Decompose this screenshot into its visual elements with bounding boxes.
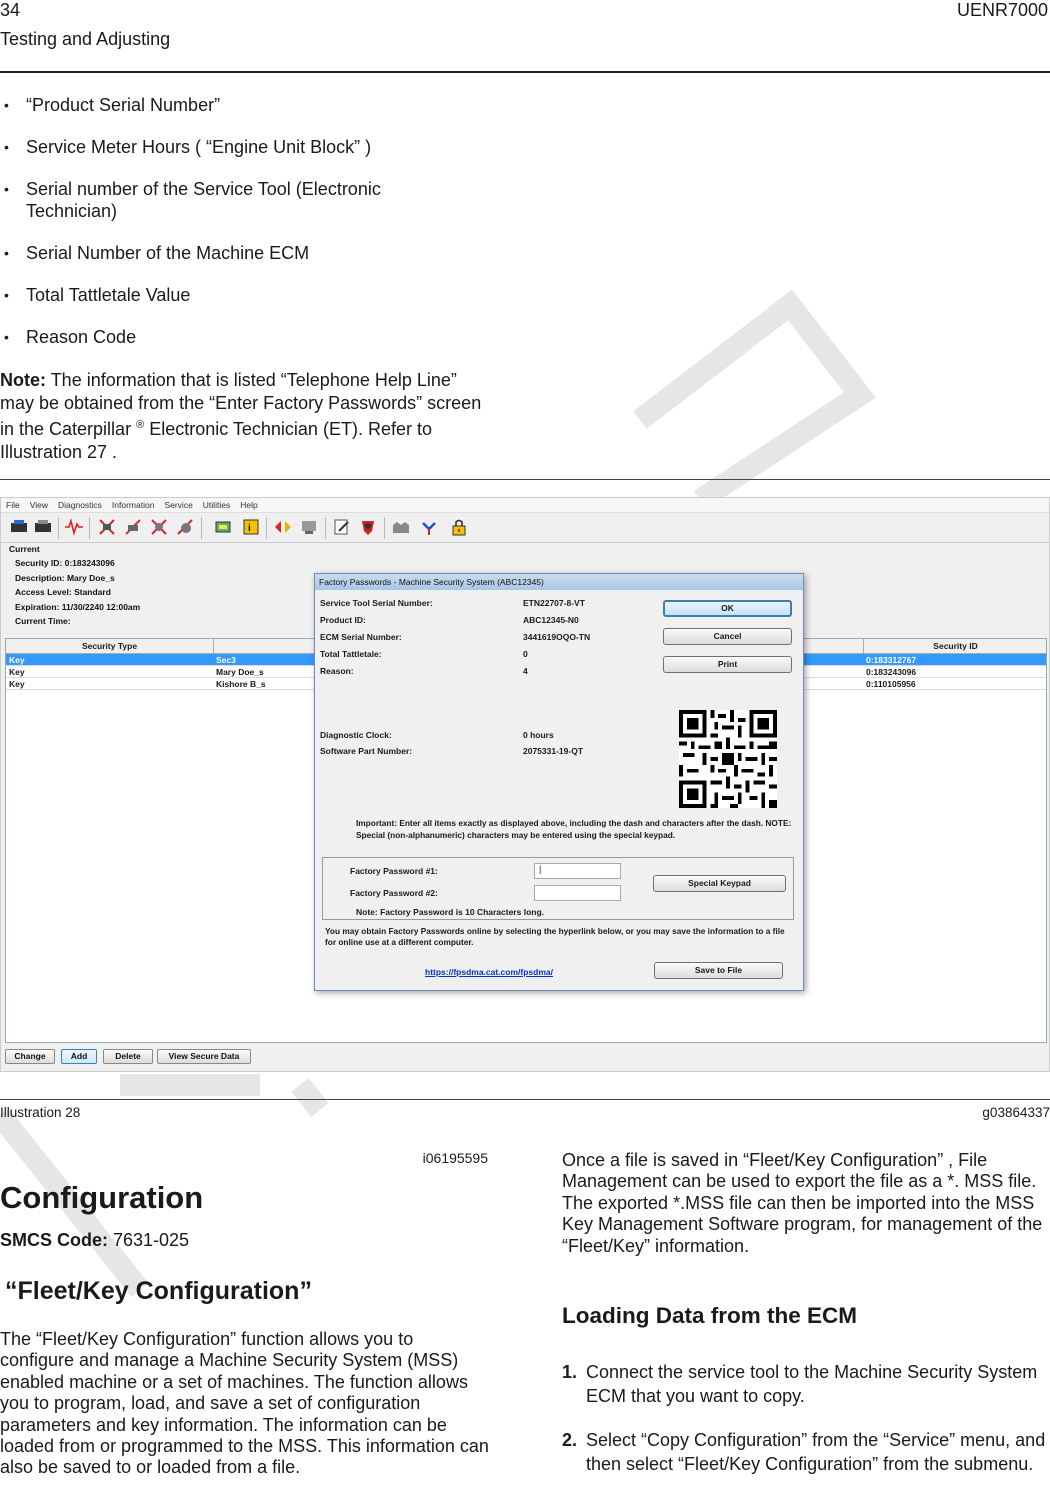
ecm-summary-icon[interactable] [241, 517, 261, 537]
configuration-heading: Configuration [0, 1180, 204, 1215]
field-label: Total Tattletale: [320, 649, 382, 659]
note-label: Note: [0, 370, 46, 390]
delete-button[interactable]: Delete [103, 1049, 153, 1064]
edit-icon[interactable] [332, 517, 352, 537]
list-item: • “Product Serial Number” [0, 94, 490, 116]
page-number: 34 [0, 0, 21, 20]
cell-security-type: Key [9, 679, 25, 689]
password-length-note: Note: Factory Password is 10 Characters long. [356, 907, 545, 917]
obtain-passwords-text: You may obtain Factory Passwords online by selecting the hyperlink below, or you may save the information to a file for online use at a different computer. [325, 926, 785, 947]
fleet-key-heading: “Fleet/Key Configuration” [5, 1277, 312, 1305]
smcs-value: 7631-025 [108, 1230, 190, 1250]
list-item: • Service Meter Hours ( “Engine Unit Block” ) [0, 136, 490, 158]
qr-code-icon [679, 710, 777, 808]
current-time-readout: Current Time: [15, 616, 71, 626]
step-number: 2. [562, 1430, 578, 1450]
et-screenshot [0, 497, 1050, 1072]
illustration-bottom-rule [0, 1099, 1050, 1100]
special-keypad-button[interactable]: Special Keypad [653, 875, 786, 892]
logged-events-icon[interactable] [175, 517, 195, 537]
security-id-readout: Security ID: 0:183243096 [15, 558, 115, 568]
expiration-readout: Expiration: 11/30/2240 12:00am [15, 601, 141, 612]
illustration-top-rule [0, 479, 1050, 480]
software-part-number-value: 2075331-19-QT [523, 746, 584, 756]
connect-icon[interactable] [9, 517, 29, 537]
events-icon[interactable] [149, 517, 169, 537]
product-id-value: ABC12345-N0 [523, 615, 579, 625]
ok-button[interactable]: OK [663, 600, 792, 617]
field-label: Software Part Number: [320, 746, 413, 756]
change-button[interactable]: Change [5, 1049, 55, 1064]
status-graph-icon[interactable] [64, 517, 84, 537]
menu-service[interactable]: Service [164, 500, 193, 510]
ecm-serial-value: 3441619OQO-TN [523, 632, 591, 642]
menu-view[interactable]: View [29, 500, 48, 510]
fleet-icon[interactable] [391, 517, 411, 537]
password-group [322, 857, 794, 920]
note-paragraph [0, 369, 490, 463]
menu-information[interactable]: Information [111, 500, 155, 510]
bullet-list [0, 94, 490, 368]
fleet-key-paragraph: The “Fleet/Key Configuration” function allows you to configure and manage a Machine Security System (MSS) enabled machine or a set of machines. The function allows you to program, load, and save a set of configuration parameters and key information. The information can be loaded from or programmed to the MSS. This information can also be saved to or loaded from a file. [0, 1329, 489, 1478]
menu-bar [1, 498, 1049, 513]
factory-passwords-dialog [314, 573, 804, 991]
loading-data-heading: Loading Data from the ECM [562, 1303, 858, 1328]
important-notice: Important: Enter all items exactly as displayed above, including the dash and characters after the dash. NOTE: Special (non-alphanumeric) characters may be entered using the special keypad. [356, 818, 792, 840]
flash-icon[interactable] [419, 517, 439, 537]
column-security-id[interactable]: Security ID [933, 641, 978, 651]
reference-id: i06195595 [422, 1150, 488, 1166]
step-number: 1. [562, 1362, 578, 1382]
toolbar-separator [58, 517, 59, 539]
column-security-type[interactable]: Security Type [81, 641, 138, 651]
disconnect-icon[interactable] [33, 517, 53, 537]
smcs-code [0, 1230, 189, 1251]
password-1-input[interactable]: | [534, 863, 621, 879]
field-label: Reason: [320, 666, 354, 676]
illustration-graphic-id: g03864337 [982, 1105, 1050, 1120]
password-2-label: Factory Password #2: [350, 888, 438, 898]
fpsdma-link[interactable]: https://fpsdma.cat.com/fpsdma/ [425, 967, 553, 977]
password-2-input[interactable] [534, 885, 621, 901]
cell-description: Sec3 [216, 655, 236, 665]
step-2 [562, 1428, 1050, 1476]
note-text-2: Electronic Technician (ET). Refer to Illustration 27 . [0, 419, 432, 462]
section-title: Testing and Adjusting [0, 29, 171, 49]
cell-security-type: Key [9, 667, 25, 677]
cell-security-type: Key [9, 655, 25, 665]
step-text: Select “Copy Configuration” from the “Service” menu, and then select “Fleet/Key Configuration” from the submenu. [586, 1430, 1046, 1474]
field-label: ECM Serial Number: [320, 632, 402, 642]
step-text: Connect the service tool to the Machine Security System ECM that you want to copy. [586, 1362, 1038, 1406]
document-id: UENR7000 [956, 0, 1048, 20]
toolbar-separator [201, 517, 202, 539]
toolbar-separator [266, 517, 267, 539]
cell-description: Kishore B_s [216, 679, 266, 689]
calibrations-icon[interactable] [273, 517, 293, 537]
header-rule [0, 71, 1050, 73]
cell-security-id: 0:110105956 [866, 679, 916, 689]
list-item: • Serial number of the Service Tool (Electronic Technician) [0, 178, 440, 222]
menu-diagnostics[interactable]: Diagnostics [57, 500, 102, 510]
cell-security-id: 0:183243096 [866, 667, 917, 677]
svg-text:i: i [248, 523, 251, 534]
logged-codes-icon[interactable] [123, 517, 143, 537]
current-security-panel [9, 544, 140, 629]
current-title: Current [9, 544, 40, 554]
cell-description: Mary Doe_s [216, 667, 264, 677]
diagnostic-clock-value: 0 hours [523, 730, 554, 740]
dialog-title: Factory Passwords - Machine Security System (ABC12345) [315, 574, 803, 590]
step-1 [562, 1360, 1050, 1408]
menu-utilities[interactable]: Utilities [202, 500, 231, 510]
export-paragraph: Once a file is saved in “Fleet/Key Configuration” , File Management can be used to export the file as a *. MSS file. The exported *.MSS file can then be imported into the MSS Key Management Software program, for management of the “Fleet/Key” information. [562, 1150, 1043, 1256]
menu-file[interactable]: File [6, 500, 20, 510]
field-label: Service Tool Serial Number: [320, 598, 433, 608]
print-button[interactable]: Print [663, 656, 792, 673]
lock-icon[interactable] [449, 517, 469, 537]
access-level-readout: Access Level: Standard [15, 587, 111, 597]
toolbar-separator [384, 517, 385, 539]
registered-mark: ® [136, 419, 145, 431]
diagnostic-codes-icon[interactable] [97, 517, 117, 537]
toolbar-separator [325, 517, 326, 539]
list-item: • Total Tattletale Value [0, 284, 490, 306]
configuration-icon[interactable] [299, 517, 319, 537]
total-tattletale-value: 0 [523, 649, 528, 659]
field-label: Product ID: [320, 615, 366, 625]
data-link-icon[interactable] [213, 517, 233, 537]
list-item: • Serial Number of the Machine ECM [0, 242, 490, 264]
service-tool-serial-value: ETN22707-8-VT [523, 598, 585, 608]
note-text: The information that is listed “Telephone Help Line” may be obtained from the “Enter Factory Passwords” screen in the Caterpillar [0, 370, 482, 439]
cancel-button[interactable]: Cancel [663, 628, 792, 645]
menu-help[interactable]: Help [240, 500, 258, 510]
view-secure-data-button[interactable]: View Secure Data [157, 1049, 251, 1064]
field-label: Diagnostic Clock: [320, 730, 392, 740]
toolbar [1, 513, 1049, 543]
list-item: • Reason Code [0, 326, 490, 348]
password-1-label: Factory Password #1: [350, 866, 438, 876]
cell-security-id: 0:183312767 [866, 655, 917, 665]
description-readout: Description: Mary Doe_s [15, 572, 115, 583]
illustration-label: Illustration 28 [0, 1105, 81, 1120]
add-button[interactable]: Add [61, 1049, 97, 1064]
smcs-label: SMCS Code: [0, 1230, 108, 1250]
reason-value: 4 [523, 666, 528, 676]
toolbar-separator [89, 517, 90, 539]
save-to-file-button[interactable]: Save to File [654, 962, 783, 979]
security-shield-icon[interactable] [358, 517, 378, 537]
